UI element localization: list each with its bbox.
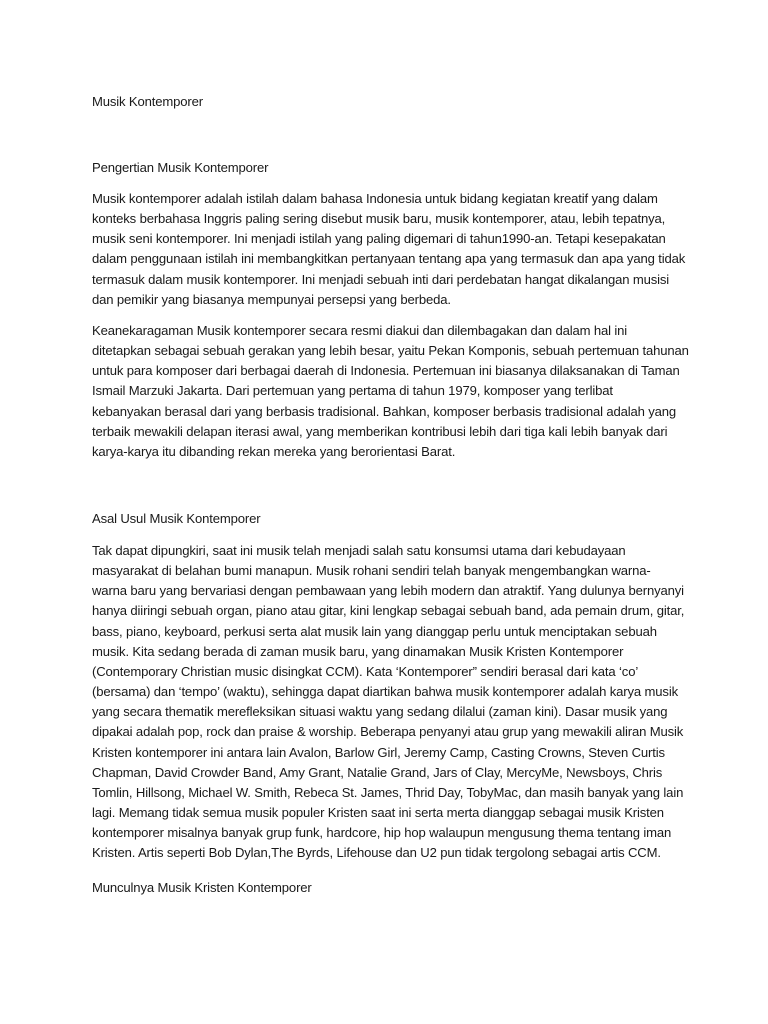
paragraph-line: kebanyakan berasal dari yang berbasis tradisional. Bahkan, komposer berbasis tradisional adalah yang bbox=[92, 403, 677, 419]
paragraph-line: ditetapkan sebagai sebuah gerakan yang lebih besar, yaitu Pekan Komponis, sebuah pertemuan tahunan bbox=[92, 343, 689, 359]
paragraph-line: Kristen. Artis seperti Bob Dylan,The Byrds, Lifehouse dan U2 pun tidak tergolong sebagai artis CCM. bbox=[92, 845, 661, 861]
paragraph-line: Tak dapat dipungkiri, saat ini musik telah menjadi salah satu konsumsi utama dari kebudayaan bbox=[92, 543, 626, 558]
paragraph-line: dan pemikir yang biasanya mempunyai persepsi yang berbeda. bbox=[92, 291, 451, 307]
paragraph-line: Chapman, David Crowder Band, Amy Grant, Natalie Grand, Jars of Clay, MercyMe, Newsboys, Chris bbox=[92, 764, 663, 780]
paragraph-line: untuk para komposer dari berbagai daerah di Indonesia. Pertemuan ini biasanya dilaksanakan di Taman bbox=[92, 363, 680, 379]
paragraph-line: musik. Kita sedang berada di zaman musik baru, yang dinamakan Musik Kristen Kontemporer bbox=[92, 643, 624, 659]
paragraph-asal-usul-1 bbox=[92, 541, 692, 864]
paragraph-line: Keanekaragaman Musik kontemporer secara resmi diakui dan dilembagakan dan dalam hal ini bbox=[92, 323, 628, 338]
paragraph-line: konteks berbahasa Inggris paling sering disebut musik baru, musik kontemporer, atau, lebih tepatnya, bbox=[92, 211, 666, 227]
paragraph-line: karya-karya itu dibanding rekan mereka yang berorientasi Barat. bbox=[92, 443, 456, 459]
paragraph-line: hanya diiringi sebuah organ, piano atau gitar, kini lengkap sebagai sebuah band, ada pemain drum, gitar, bbox=[92, 603, 685, 619]
paragraph-line: Kristen kontemporer ini antara lain Avalon, Barlow Girl, Jeremy Camp, Casting Crowns, Steven Curtis bbox=[92, 744, 665, 760]
paragraph-line: lagi. Memang tidak semua musik populer Kristen saat ini serta merta dianggap sebagai musik Kristen bbox=[92, 805, 664, 821]
paragraph-line: Tomlin, Hillsong, Michael W. Smith, Rebeca St. James, Thrid Day, TobyMac, dan masih banyak yang lain bbox=[92, 784, 684, 800]
paragraph-line: Ismail Marzuki Jakarta. Dari pertemuan yang pertama di tahun 1979, komposer yang terlibat bbox=[92, 383, 613, 399]
paragraph-line: kontemporer misalnya banyak grup funk, hardcore, hip hop walaupun mengusung thema tentang iman bbox=[92, 825, 672, 841]
paragraph-line: dalam penggunaan istilah ini membangkitkan pertanyaan tentang apa yang termasuk dan apa yang tidak bbox=[92, 251, 686, 267]
paragraph-line: (bersama) dan ‘tempo’ (waktu), sehingga dapat diartikan bahwa musik kontemporer adalah karya musik bbox=[92, 684, 678, 700]
section-heading-pengertian: Pengertian Musik Kontemporer bbox=[92, 160, 269, 175]
paragraph-line: Musik kontemporer adalah istilah dalam bahasa Indonesia untuk bidang kegiatan kreatif yang dalam bbox=[92, 191, 658, 206]
paragraph-line: warna baru yang bervariasi dengan pembawaan yang lebih modern dan atraktif. Yang dulunya bernyanyi bbox=[92, 583, 684, 599]
paragraph-pengertian-1 bbox=[92, 189, 692, 310]
paragraph-line: termasuk dalam musik kontemporer. Ini menjadi sebuah inti dari perdebatan hangat dikalangan musisi bbox=[92, 271, 670, 287]
document-title: Musik Kontemporer bbox=[92, 94, 203, 109]
paragraph-pengertian-2 bbox=[92, 321, 692, 462]
section-heading-asal-usul: Asal Usul Musik Kontemporer bbox=[92, 511, 261, 526]
paragraph-line: terbaik mewakili delapan iterasi awal, yang memberikan kontribusi lebih dari tiga kali lebih banyak dari bbox=[92, 423, 668, 439]
paragraph-line: (Contemporary Christian music disingkat CCM). Kata ‘Kontemporer” sendiri berasal dari kata ‘co’ bbox=[92, 663, 639, 679]
section-heading-munculnya: Munculnya Musik Kristen Kontemporer bbox=[92, 880, 312, 895]
paragraph-line: dipakai adalah pop, rock dan praise & worship. Beberapa penyanyi atau grup yang mewakili aliran Musik bbox=[92, 724, 684, 740]
paragraph-line: masyarakat di belahan bumi manapun. Musik rohani sendiri telah banyak mengembangkan warna- bbox=[92, 563, 651, 579]
paragraph-line: musik seni kontemporer. Ini menjadi istilah yang paling digemari di tahun1990-an. Tetapi kesepakatan bbox=[92, 231, 666, 247]
paragraph-line: yang secara thematik merefleksikan situasi waktu yang sedang dilalui (zaman kini). Dasar musik yang bbox=[92, 704, 668, 720]
paragraph-line: bass, piano, keyboard, perkusi serta alat musik lain yang dianggap perlu untuk menciptakan sebuah bbox=[92, 623, 657, 639]
